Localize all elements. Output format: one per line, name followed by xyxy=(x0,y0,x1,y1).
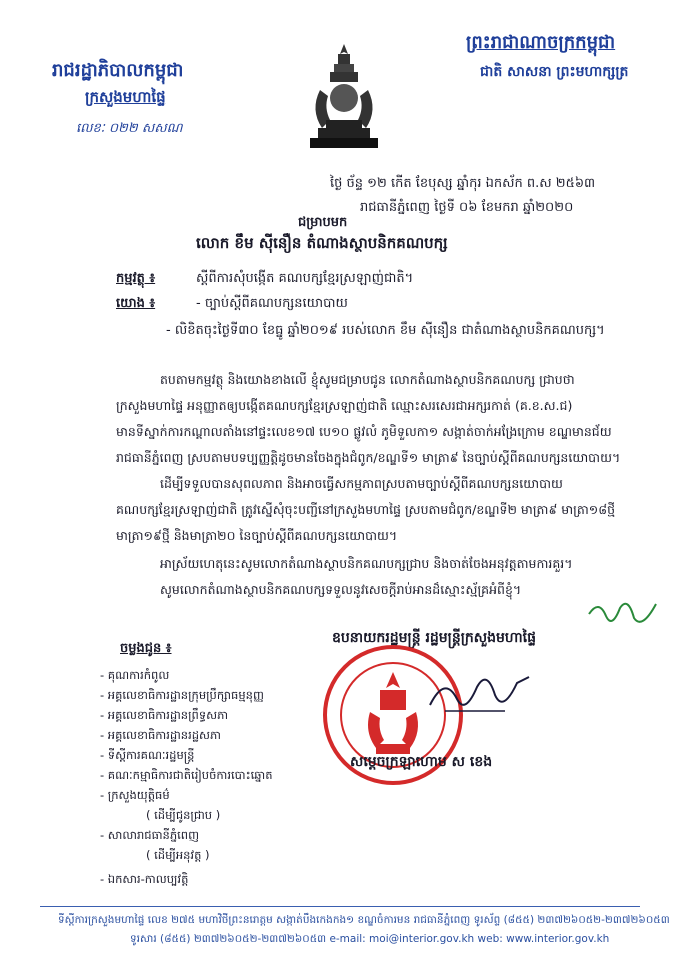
ministry-government-title: រាជរដ្ឋាភិបាលកម្ពុជា xyxy=(52,60,184,81)
recipient-name: លោក ខឹម ស៊ីនឿន តំណាងស្ថាបនិកគណបក្ស xyxy=(196,234,448,252)
cc-item: - គណៈកម្មាធិការជាតិរៀបចំការបោះឆ្នោត xyxy=(100,768,273,782)
cc-item: - ទីស្តីការគណៈរដ្ឋមន្ត្រី xyxy=(100,748,195,762)
ministry-name: ក្រសួងមហាផ្ទៃ xyxy=(85,88,166,106)
cc-item: - អគ្គលេខាធិការដ្ឋានព្រឹទ្ធសភា xyxy=(100,708,229,722)
cc-item: - គុណការកំពូល xyxy=(100,668,170,682)
body-line: តបតាមកម្មវត្ថុ និងយោងខាងលើ ខ្ញុំសូមជម្រាបជូន លោកតំណាងស្ថាបនិកគណបក្ស ជ្រាបថា xyxy=(160,372,575,387)
body-line: ក្រសួងមហាផ្ទៃ អនុញ្ញាតឲ្យបង្កើតគណបក្សខ្មែរស្រឡាញ់ជាតិ ឈ្មោះសរសេរជាអក្សរកាត់ (គ.ខ.ស.ជ) xyxy=(116,398,573,413)
footer-divider xyxy=(40,906,640,907)
cc-item: - សាលារាជធានីភ្នំពេញ xyxy=(100,828,200,842)
reference-item: - លិខិតចុះថ្ងៃទី៣០ ខែធ្នូ ឆ្នាំ២០១៩ របស់លោក ខឹម ស៊ីនឿន ជាតំណាងស្ថាបនិកគណបក្ស។ xyxy=(166,323,605,338)
reference-number: លេខៈ ០២២ សសណ xyxy=(76,121,183,136)
kingdom-title: ព្រះរាជាណាចក្រកម្ពុជា xyxy=(466,32,616,53)
body-line: អាស្រ័យហេតុនេះសូមលោកតំណាងស្ថាបនិកគណបក្សជ្រាប និងចាត់ចែងអនុវត្តតាមការគួរ។ xyxy=(160,556,573,571)
signatory-title: ឧបនាយករដ្ឋមន្ត្រី រដ្ឋមន្ត្រីក្រសួងមហាផ្ទៃ xyxy=(332,630,537,646)
cc-item: - ក្រសួងយុត្តិធម៌ xyxy=(100,788,170,802)
footer-contact: ទូរសារ (៨៥៥) ២៣៧២៦០៥២-២៣៧២៦០៥៣ e-mail: moi@interior.gov.kh web: www.interior.gov.kh xyxy=(130,933,610,945)
signatory-name: សម្តេចក្រឡាហោម ស ខេង xyxy=(350,754,493,770)
handwritten-signature xyxy=(425,665,535,725)
solar-date: រាជធានីភ្នំពេញ ថ្ងៃទី ០៦ ខែមករា ឆ្នាំ២០២០ xyxy=(360,200,574,215)
cc-item: - ឯកសារ-កាលប្បវត្តិ xyxy=(100,872,189,886)
body-line: មានទីស្នាក់ការកណ្តាលតាំងនៅផ្ទះលេខ១៧ បេ១០ ផ្លូវលំ ភូមិទួលកា១ សង្កាត់ចាក់អង្រែក្រោម ខណ្ឌមានជ័យ xyxy=(116,424,612,439)
body-line: មាត្រា១៩ថ្មី និងមាត្រា២០ នៃច្បាប់ស្តីពីគណបក្សនយោបាយ។ xyxy=(116,528,398,543)
body-line: ដើម្បីទទួលបានសុពលភាព និងអាចធ្វើសកម្មភាពស្របតាមច្បាប់ស្តីពីគណបក្សនយោបាយ xyxy=(160,476,563,491)
cc-item: - អគ្គលេខាធិការដ្ឋានរដ្ឋសភា xyxy=(100,728,221,742)
initials-scribble-icon xyxy=(584,594,664,634)
cc-item-note: ( ដើម្បីជូនជ្រាប ) xyxy=(146,808,221,822)
recipient-label: ជម្រាបមក xyxy=(298,215,348,230)
royal-emblem-icon xyxy=(300,40,388,152)
lunar-date: ថ្ងៃ ច័ន្ទ ១២ កើត ខែបុស្ស ឆ្នាំកុរ ឯកស័ក ព.ស ២៥៦៣ xyxy=(330,176,596,191)
reference-item: - ច្បាប់ស្តីពីគណបក្សនយោបាយ xyxy=(196,296,348,311)
body-line: គណបក្សខ្មែរស្រឡាញ់ជាតិ ត្រូវស្នើសុំចុះបញ្ជីនៅក្រសួងមហាផ្ទៃ ស្របតាមជំពូក/ខណ្ឌទី២ មាត្រា៩ មាត្រា១៨ថ្មី xyxy=(116,502,616,517)
cc-item: - អគ្គលេខាធិការដ្ឋានក្រុមប្រឹក្សាធម្មនុញ្ញ xyxy=(100,688,264,702)
body-line: សូមលោកតំណាងស្ថាបនិកគណបក្សទទួលនូវសេចក្តីរាប់អានដ៏ស្មោះស្ម័គ្រអំពីខ្ញុំ។ xyxy=(160,582,522,597)
national-motto: ជាតិ សាសនា ព្រះមហាក្សត្រ xyxy=(480,64,629,80)
subject-text: ស្តីពីការសុំបង្កើត គណបក្សខ្មែរស្រឡាញ់ជាតិ។ xyxy=(196,271,414,286)
footer-address: ទីស្តីការក្រសួងមហាផ្ទៃ លេខ ២៧៥ មហាវិថីព្រះនរោត្តម សង្កាត់បឹងកេងកង១ ខណ្ឌចំការមន រាជធានីភ្នំពេញ ទូរស័ព្ទ (៨៥៥) ២៣៧២៦០៥២-២៣៧២៦០៥៣ xyxy=(58,914,670,926)
body-line: រាជធានីភ្នំពេញ ស្របតាមបទប្បញ្ញត្តិដូចមានចែងក្នុងជំពូក/ខណ្ឌទី១ មាត្រា៩ នៃច្បាប់ស្តីពីគណបក្សនយោបាយ។ xyxy=(116,450,621,465)
subject-label: កម្មវត្ថុ ៖ xyxy=(116,271,156,286)
reference-label: យោង ៖ xyxy=(116,296,156,311)
cc-item-note: ( ដើម្បីអនុវត្ត ) xyxy=(146,848,210,862)
cc-title: ចម្លងជូន ៖ xyxy=(120,641,172,656)
